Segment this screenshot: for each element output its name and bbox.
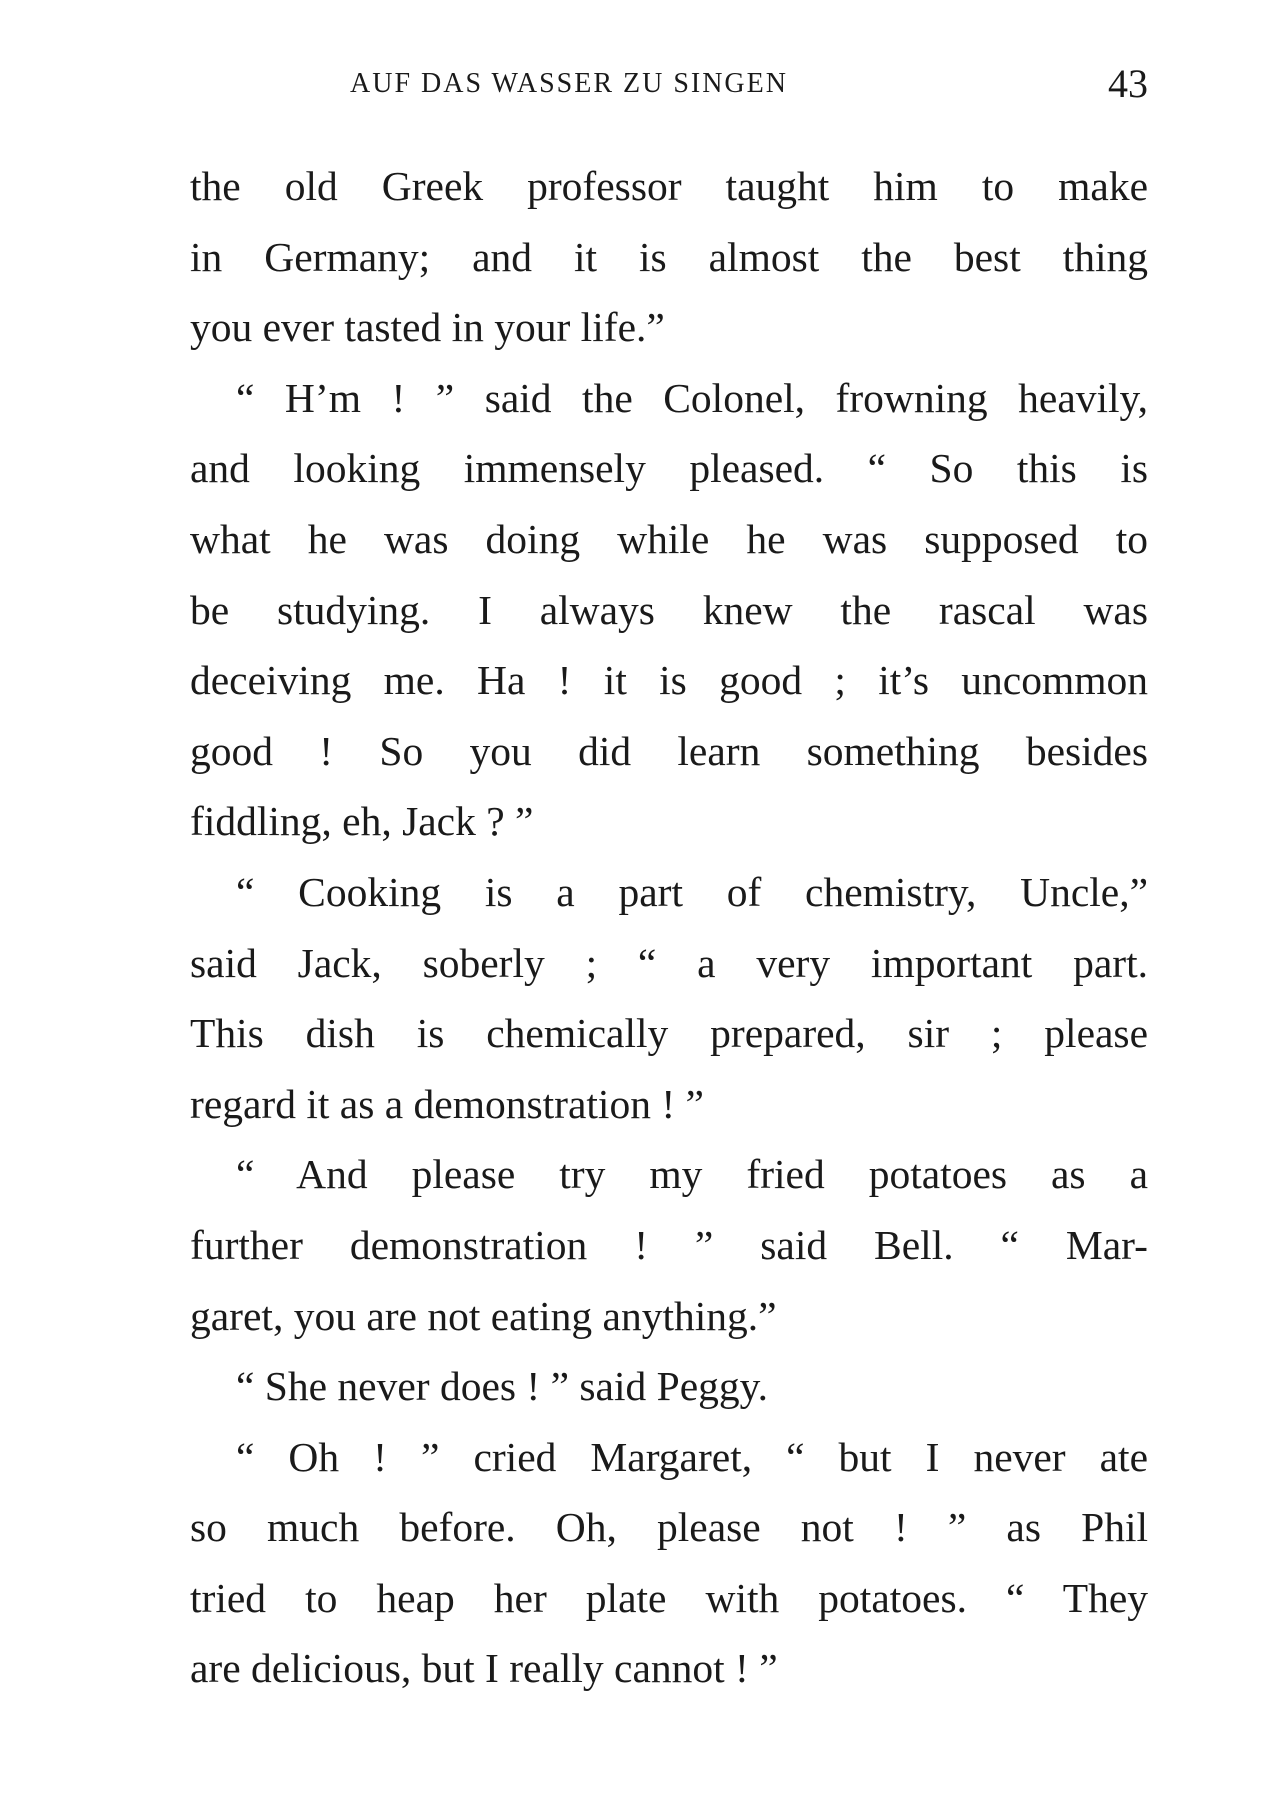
body-text bbox=[190, 151, 1148, 1704]
page-number: 43 bbox=[1108, 61, 1148, 106]
text-line: said Jack, soberly ; “ a very important part. bbox=[190, 939, 1148, 986]
text-line: “ H’m ! ” said the Colonel, frowning heavily, bbox=[236, 374, 1148, 421]
text-line: “ Oh ! ” cried Margaret, “ but I never ate bbox=[236, 1433, 1148, 1480]
text-line: This dish is chemically prepared, sir ; please bbox=[190, 1010, 1148, 1057]
text-line: “ She never does ! ” said Peggy. bbox=[236, 1363, 769, 1410]
text-line: and looking immensely pleased. “ So this is bbox=[190, 445, 1148, 492]
text-line: what he was doing while he was supposed to bbox=[190, 515, 1148, 562]
text-line: the old Greek professor taught him to make bbox=[190, 163, 1148, 209]
text-line: tried to heap her plate with potatoes. “ They bbox=[190, 1574, 1148, 1621]
text-line: fiddling, eh, Jack ? ” bbox=[190, 798, 534, 845]
text-line: garet, you are not eating anything.” bbox=[190, 1292, 777, 1339]
text-line: in Germany; and it is almost the best thing bbox=[190, 233, 1148, 280]
text-line: you ever tasted in your life.” bbox=[190, 304, 665, 351]
text-line: be studying. I always knew the rascal was bbox=[190, 586, 1148, 633]
running-title: AUF DAS WASSER ZU SINGEN bbox=[350, 68, 788, 99]
text-line: are delicious, but I really cannot ! ” bbox=[190, 1645, 778, 1692]
text-line: “ Cooking is a part of chemistry, Uncle,” bbox=[236, 868, 1148, 915]
text-line: deceiving me. Ha ! it is good ; it’s uncommon bbox=[190, 657, 1148, 704]
text-line: regard it as a demonstration ! ” bbox=[190, 1080, 704, 1127]
running-header bbox=[190, 60, 1148, 120]
text-line: further demonstration ! ” said Bell. “ Mar- bbox=[190, 1221, 1148, 1268]
text-line: so much before. Oh, please not ! ” as Phil bbox=[190, 1504, 1148, 1551]
text-line: “ And please try my fried potatoes as a bbox=[236, 1151, 1148, 1198]
text-line: good ! So you did learn something besides bbox=[190, 727, 1148, 774]
